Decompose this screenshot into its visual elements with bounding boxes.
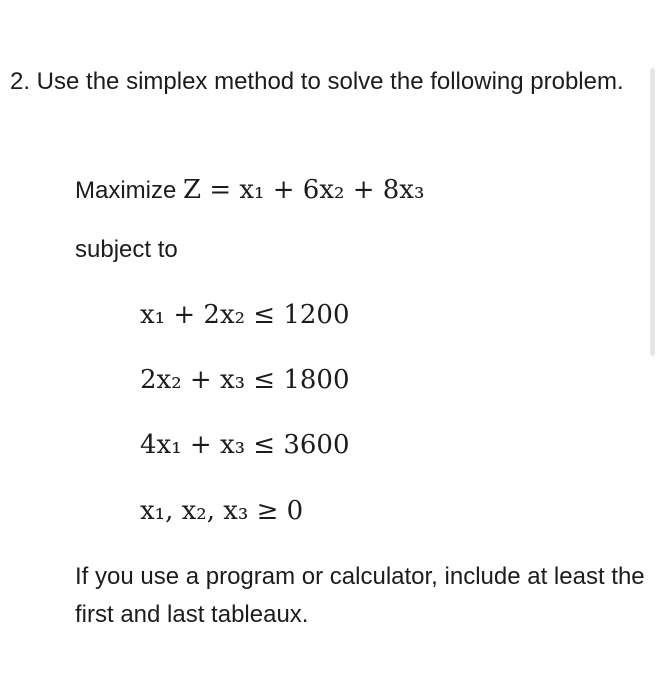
constraint-1: x₁ + 2x₂ ≤ 1200: [140, 300, 350, 330]
problem-statement: [10, 62, 645, 628]
problem-intro: 2. Use the simplex method to solve the following problem.: [10, 68, 624, 95]
objective-expression: Z = x₁ + 6x₂ + 8x₃: [183, 175, 425, 205]
objective-label: Maximize: [75, 177, 177, 204]
vertical-scrollbar[interactable]: [650, 68, 655, 356]
constraint-3: 4x₁ + x₃ ≤ 3600: [140, 430, 350, 460]
nonnegativity-constraint: x₁, x₂, x₃ ≥ 0: [140, 496, 304, 526]
subject-to-label: subject to: [75, 236, 178, 263]
objective-function: [75, 174, 424, 207]
instructions-footer: If you use a program or calculator, include at least the first and last tableaux.: [75, 563, 645, 628]
constraint-2: 2x₂ + x₃ ≤ 1800: [140, 365, 350, 395]
